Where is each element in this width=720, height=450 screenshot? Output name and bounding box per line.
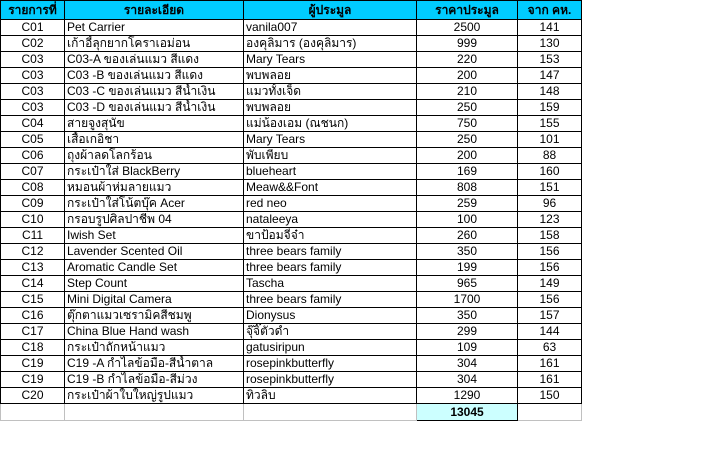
cell-bidder[interactable]: Mary Tears — [244, 52, 417, 68]
cell-bid-price[interactable]: 200 — [417, 68, 518, 84]
cell-item-number[interactable]: C19 — [1, 372, 65, 388]
cell-bid-price[interactable]: 250 — [417, 100, 518, 116]
cell-from-comment[interactable]: 158 — [518, 228, 582, 244]
cell-detail[interactable]: C03 -C ของเล่นแมว สีน้ำเงิน — [65, 84, 244, 100]
table-row — [1, 372, 582, 388]
table-row — [1, 84, 582, 100]
cell-item-number[interactable]: C10 — [1, 212, 65, 228]
cell-from-comment[interactable]: 150 — [518, 388, 582, 404]
table-header — [1, 1, 582, 20]
cell-item-number[interactable]: C07 — [1, 164, 65, 180]
cell-bid-price[interactable]: 965 — [417, 276, 518, 292]
table-row — [1, 164, 582, 180]
total-price-cell[interactable]: 13045 — [417, 404, 518, 421]
cell-bidder[interactable]: Tascha — [244, 276, 417, 292]
table-row — [1, 308, 582, 324]
cell-from-comment[interactable]: 160 — [518, 164, 582, 180]
cell-from-comment[interactable]: 149 — [518, 276, 582, 292]
cell-item-number[interactable]: C08 — [1, 180, 65, 196]
cell-bidder[interactable]: blueheart — [244, 164, 417, 180]
cell-bid-price[interactable]: 199 — [417, 260, 518, 276]
total-empty-cell[interactable] — [518, 404, 582, 421]
cell-bidder[interactable]: Dionysus — [244, 308, 417, 324]
cell-from-comment[interactable]: 151 — [518, 180, 582, 196]
cell-item-number[interactable]: C02 — [1, 36, 65, 52]
table-row — [1, 228, 582, 244]
cell-from-comment[interactable]: 148 — [518, 84, 582, 100]
table-row — [1, 116, 582, 132]
table-row — [1, 292, 582, 308]
cell-bid-price[interactable]: 109 — [417, 340, 518, 356]
table-row — [1, 52, 582, 68]
cell-bidder[interactable]: vanila007 — [244, 20, 417, 36]
cell-bidder[interactable]: red neo — [244, 196, 417, 212]
cell-bid-price[interactable]: 210 — [417, 84, 518, 100]
header-bid-price[interactable]: ราคาประมูล — [417, 1, 518, 20]
total-empty-cell[interactable] — [244, 404, 417, 421]
cell-item-number[interactable]: C16 — [1, 308, 65, 324]
cell-bid-price[interactable]: 350 — [417, 244, 518, 260]
cell-from-comment[interactable]: 155 — [518, 116, 582, 132]
table-row — [1, 324, 582, 340]
cell-detail[interactable]: หมอนผ้าห่มลายแมว — [65, 180, 244, 196]
table-footer — [1, 404, 582, 421]
table-row — [1, 388, 582, 404]
cell-item-number[interactable]: C03 — [1, 84, 65, 100]
header-row — [1, 1, 582, 20]
cell-item-number[interactable]: C01 — [1, 20, 65, 36]
cell-detail[interactable]: China Blue Hand wash — [65, 324, 244, 340]
cell-bid-price[interactable]: 299 — [417, 324, 518, 340]
cell-item-number[interactable]: C06 — [1, 148, 65, 164]
header-item-number[interactable]: รายการที่ — [1, 1, 65, 20]
cell-from-comment[interactable]: 123 — [518, 212, 582, 228]
cell-item-number[interactable]: C11 — [1, 228, 65, 244]
cell-detail[interactable]: กระเป๋าผ้าใบใหญ่รูปแมว — [65, 388, 244, 404]
cell-from-comment[interactable]: 156 — [518, 292, 582, 308]
cell-item-number[interactable]: C04 — [1, 116, 65, 132]
table-row — [1, 100, 582, 116]
cell-item-number[interactable]: C17 — [1, 324, 65, 340]
cell-bidder[interactable]: rosepinkbutterfly — [244, 372, 417, 388]
cell-bidder[interactable]: แม่น้องเอม (ณชนก) — [244, 116, 417, 132]
cell-detail[interactable]: C03 -D ของเล่นแมว สีน้ำเงิน — [65, 100, 244, 116]
cell-item-number[interactable]: C14 — [1, 276, 65, 292]
cell-detail[interactable]: Lavender Scented Oil — [65, 244, 244, 260]
cell-detail[interactable]: กรอบรูปศิลปาชีพ 04 — [65, 212, 244, 228]
header-bidder[interactable]: ผู้ประมูล — [244, 1, 417, 20]
cell-detail[interactable]: เก้าอี้ลุกยากโคราเอม่อน — [65, 36, 244, 52]
cell-bidder[interactable]: nataleeya — [244, 212, 417, 228]
cell-from-comment[interactable]: 147 — [518, 68, 582, 84]
cell-item-number[interactable]: C13 — [1, 260, 65, 276]
table-row — [1, 148, 582, 164]
cell-from-comment[interactable]: 159 — [518, 100, 582, 116]
table-row — [1, 180, 582, 196]
cell-item-number[interactable]: C09 — [1, 196, 65, 212]
table-row — [1, 68, 582, 84]
cell-bidder[interactable]: ทิวลิบ — [244, 388, 417, 404]
cell-detail[interactable]: กระเป๋าใส่โน้ตบุ๊ค Acer — [65, 196, 244, 212]
cell-detail[interactable]: ตุ๊กตาแมวเซรามิคสีชมพู — [65, 308, 244, 324]
cell-item-number[interactable]: C03 — [1, 100, 65, 116]
cell-bid-price[interactable]: 169 — [417, 164, 518, 180]
cell-bidder[interactable]: three bears family — [244, 292, 417, 308]
cell-bidder[interactable]: พบพลอย — [244, 100, 417, 116]
cell-bidder[interactable]: จุ๊จิ๊ตัวดำ — [244, 324, 417, 340]
cell-detail[interactable]: C19 -B กำไลข้อมือ-สีม่วง — [65, 372, 244, 388]
cell-detail[interactable]: Step Count — [65, 276, 244, 292]
table-row — [1, 356, 582, 372]
table-row — [1, 276, 582, 292]
cell-detail[interactable]: Iwish Set — [65, 228, 244, 244]
cell-item-number[interactable]: C05 — [1, 132, 65, 148]
total-row — [1, 404, 582, 421]
cell-bid-price[interactable]: 250 — [417, 132, 518, 148]
cell-bid-price[interactable]: 808 — [417, 180, 518, 196]
cell-from-comment[interactable]: 130 — [518, 36, 582, 52]
cell-detail[interactable]: Pet Carrier — [65, 20, 244, 36]
header-from-comment[interactable]: จาก คห. — [518, 1, 582, 20]
cell-detail[interactable]: เสื้อเกอิชา — [65, 132, 244, 148]
cell-bidder[interactable]: Mary Tears — [244, 132, 417, 148]
cell-bidder[interactable]: แมวทั้งเจ็ด — [244, 84, 417, 100]
cell-detail[interactable]: ถุงผ้าลดโลกร้อน — [65, 148, 244, 164]
cell-from-comment[interactable]: 161 — [518, 372, 582, 388]
cell-bid-price[interactable]: 999 — [417, 36, 518, 52]
cell-bid-price[interactable]: 220 — [417, 52, 518, 68]
table-row — [1, 260, 582, 276]
cell-from-comment[interactable]: 144 — [518, 324, 582, 340]
cell-bidder[interactable]: three bears family — [244, 260, 417, 276]
cell-item-number[interactable]: C03 — [1, 52, 65, 68]
cell-detail[interactable]: C03 -B ของเล่นแมว สีแดง — [65, 68, 244, 84]
cell-detail[interactable]: กระเป๋าถักหน้าแมว — [65, 340, 244, 356]
cell-detail[interactable]: สายจูงสุนัข — [65, 116, 244, 132]
cell-item-number[interactable]: C15 — [1, 292, 65, 308]
cell-from-comment[interactable]: 156 — [518, 244, 582, 260]
cell-item-number[interactable]: C20 — [1, 388, 65, 404]
cell-from-comment[interactable]: 63 — [518, 340, 582, 356]
table-row — [1, 36, 582, 52]
table-body — [1, 20, 582, 404]
cell-from-comment[interactable]: 141 — [518, 20, 582, 36]
cell-bid-price[interactable]: 350 — [417, 308, 518, 324]
cell-bidder[interactable]: Meaw&&Font — [244, 180, 417, 196]
cell-bid-price[interactable]: 100 — [417, 212, 518, 228]
table-row — [1, 132, 582, 148]
cell-from-comment[interactable]: 101 — [518, 132, 582, 148]
table-row — [1, 244, 582, 260]
cell-from-comment[interactable]: 157 — [518, 308, 582, 324]
cell-from-comment[interactable]: 153 — [518, 52, 582, 68]
cell-bid-price[interactable]: 2500 — [417, 20, 518, 36]
cell-bid-price[interactable]: 304 — [417, 372, 518, 388]
cell-from-comment[interactable]: 161 — [518, 356, 582, 372]
cell-from-comment[interactable]: 88 — [518, 148, 582, 164]
cell-bid-price[interactable]: 260 — [417, 228, 518, 244]
cell-bid-price[interactable]: 259 — [417, 196, 518, 212]
cell-bidder[interactable]: พับเพียบ — [244, 148, 417, 164]
cell-bid-price[interactable]: 304 — [417, 356, 518, 372]
table-row — [1, 196, 582, 212]
cell-bid-price[interactable]: 200 — [417, 148, 518, 164]
cell-detail[interactable]: Aromatic Candle Set — [65, 260, 244, 276]
cell-bid-price[interactable]: 1290 — [417, 388, 518, 404]
cell-bidder[interactable]: องคุลิมาร (องคุลิมาร) — [244, 36, 417, 52]
cell-bidder[interactable]: rosepinkbutterfly — [244, 356, 417, 372]
cell-detail[interactable]: Mini Digital Camera — [65, 292, 244, 308]
cell-item-number[interactable]: C12 — [1, 244, 65, 260]
cell-from-comment[interactable]: 96 — [518, 196, 582, 212]
cell-from-comment[interactable]: 156 — [518, 260, 582, 276]
table-row — [1, 20, 582, 36]
cell-bidder[interactable]: three bears family — [244, 244, 417, 260]
cell-item-number[interactable]: C18 — [1, 340, 65, 356]
cell-bid-price[interactable]: 1700 — [417, 292, 518, 308]
table-row — [1, 212, 582, 228]
cell-item-number[interactable]: C03 — [1, 68, 65, 84]
cell-bidder[interactable]: gatusiripun — [244, 340, 417, 356]
cell-detail[interactable]: C19 -A กำไลข้อมือ-สีน้ำตาล — [65, 356, 244, 372]
total-empty-cell[interactable] — [65, 404, 244, 421]
table-row — [1, 340, 582, 356]
cell-bidder[interactable]: ขาป้อมจี๋จ๋า — [244, 228, 417, 244]
cell-detail[interactable]: กระเป๋าใส่ BlackBerry — [65, 164, 244, 180]
header-detail[interactable]: รายละเอียด — [65, 1, 244, 20]
cell-bidder[interactable]: พบพลอย — [244, 68, 417, 84]
total-empty-cell[interactable] — [1, 404, 65, 421]
cell-bid-price[interactable]: 750 — [417, 116, 518, 132]
cell-item-number[interactable]: C19 — [1, 356, 65, 372]
cell-detail[interactable]: C03-A ของเล่นแมว สีแดง — [65, 52, 244, 68]
